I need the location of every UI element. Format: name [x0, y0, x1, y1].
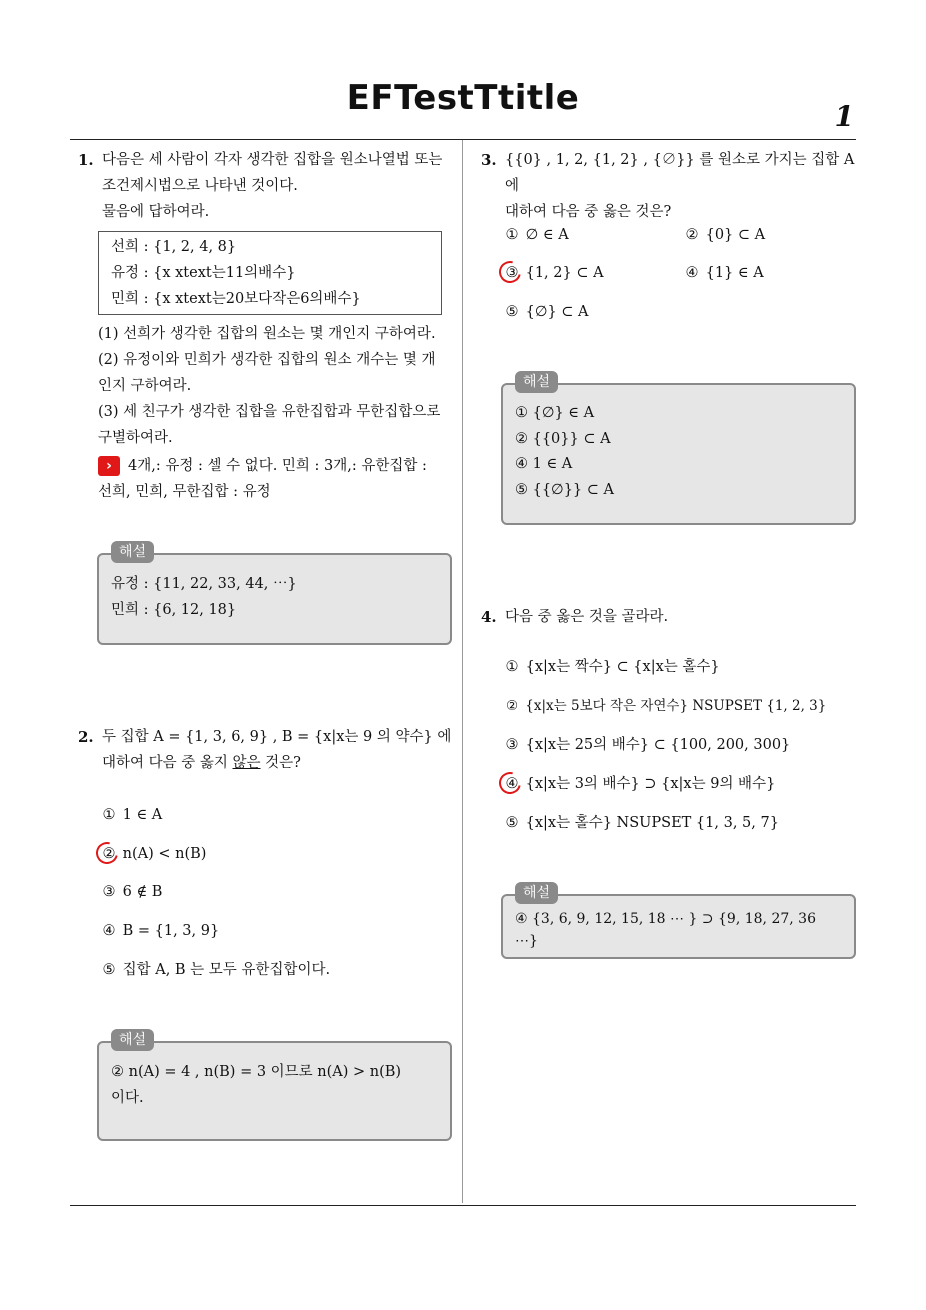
- explanation-line: 민희 : {6, 12, 18}: [111, 602, 237, 618]
- answer-line: [98, 453, 456, 479]
- option-5[interactable]: [503, 299, 589, 325]
- set-definition-box: [98, 231, 442, 315]
- question-number: 4.: [481, 608, 497, 626]
- option-text: {1, 2} ⊂ A: [525, 265, 604, 281]
- question-text-part: 것은?: [260, 755, 301, 771]
- option-text: {∅} ⊂ A: [525, 304, 589, 320]
- option-3[interactable]: [503, 732, 790, 758]
- question-text: 다음 중 옳은 것을 골라라.: [505, 609, 669, 625]
- explanation-tag: 해설: [111, 541, 154, 563]
- option-4[interactable]: [503, 771, 775, 797]
- answer-text: 선희, 민희, 무한집합 : 유정: [98, 484, 271, 500]
- option-3[interactable]: [100, 879, 162, 905]
- option-mark: [100, 841, 118, 867]
- option-mark: ②: [505, 698, 519, 714]
- option-mark: ⑤: [102, 962, 116, 978]
- option-4[interactable]: [100, 918, 219, 944]
- footer-rule: [70, 1205, 856, 1206]
- option-mark: ③: [102, 884, 116, 900]
- option-5[interactable]: [100, 957, 330, 983]
- explanation-line: 이다.: [111, 1090, 144, 1106]
- option-text: {x|x는 5보다 작은 자연수} NSUPSET {1, 2, 3}: [525, 698, 827, 714]
- explanation-tag: 해설: [515, 371, 558, 393]
- option-mark-text: ④: [505, 776, 519, 792]
- option-2[interactable]: [683, 222, 765, 248]
- explanation-line: ④ {3, 6, 9, 12, 15, 18 ⋯ } ⊃ {9, 18, 27, 36 ⋯}: [515, 911, 816, 949]
- question-text: 다음은 세 사람이 각자 생각한 집합을 원소나열법 또는: [102, 152, 443, 168]
- sub-question-3: 구별하여라.: [98, 430, 173, 446]
- question-1: [78, 147, 456, 505]
- answer-arrow-icon: ›: [98, 456, 120, 476]
- question-text: [102, 750, 456, 776]
- question-4: [481, 604, 859, 630]
- option-text: {0} ⊂ A: [705, 227, 766, 243]
- question-text: 대하여 다음 중 옳은 것은?: [505, 204, 672, 220]
- explanation-box-1: [97, 544, 452, 645]
- option-2[interactable]: [503, 693, 826, 719]
- answer-text: 4개,: 유정 : 셀 수 없다. 민희 : 3개,: 유한집합 :: [128, 458, 427, 474]
- question-text: 물음에 답하여라.: [102, 204, 210, 220]
- underlined-word: 않은: [232, 755, 261, 771]
- question-text-part: 대하여 다음 중 옳지: [102, 755, 233, 771]
- explanation-box-2: [97, 1032, 452, 1141]
- option-1[interactable]: [100, 802, 162, 828]
- question-text: {{0} , 1, 2, {1, 2} , {∅}} 를 원소로 가지는 집합 A 에: [505, 152, 855, 194]
- sub-question-2: 인지 구하여라.: [98, 378, 192, 394]
- option-mark: ④: [685, 265, 699, 281]
- option-3[interactable]: [503, 260, 604, 286]
- option-text: {x|x는 3의 배수} ⊃ {x|x는 9의 배수}: [525, 776, 776, 792]
- explanation-line: ② {{0}} ⊂ A: [515, 430, 611, 447]
- question-2: [78, 724, 456, 776]
- option-5[interactable]: [503, 810, 779, 836]
- question-text: 두 집합 A = {1, 3, 6, 9} , B = {x|x는 9 의 약수} 에: [102, 729, 452, 745]
- option-mark: ②: [685, 227, 699, 243]
- option-mark-text: ②: [102, 846, 116, 862]
- option-mark-text: ③: [505, 265, 519, 281]
- set-minhui: 민희 : {x xtext는20보다작은6의배수}: [111, 291, 361, 307]
- option-mark: [503, 260, 521, 286]
- selected-answer-circle-icon: [495, 257, 525, 287]
- sub-question-1: (1) 선희가 생각한 집합의 원소는 몇 개인지 구하여라.: [98, 326, 436, 342]
- option-2[interactable]: [100, 841, 206, 867]
- option-text: 1 ∈ A: [122, 807, 163, 823]
- header-rule: [70, 139, 856, 140]
- option-mark: ⑤: [505, 815, 519, 831]
- explanation-box-4: [501, 885, 856, 959]
- set-yujeong: 유정 : {x xtext는11의배수}: [111, 265, 296, 281]
- option-mark: ⑤: [505, 304, 519, 320]
- option-text: B = {1, 3, 9}: [122, 923, 220, 939]
- page-number: 1: [834, 100, 854, 133]
- option-text: ∅ ∈ A: [525, 227, 569, 243]
- option-1[interactable]: [503, 222, 569, 248]
- option-mark: ①: [102, 807, 116, 823]
- option-4[interactable]: [683, 260, 764, 286]
- column-divider: [462, 140, 463, 1203]
- explanation-tag: 해설: [515, 882, 558, 904]
- set-seonhui: 선희 : {1, 2, 4, 8}: [111, 239, 237, 255]
- page-title: EFTestTtitle: [346, 78, 580, 118]
- question-number: 3.: [481, 151, 497, 169]
- option-mark: ④: [102, 923, 116, 939]
- explanation-line: ⑤ {{∅}} ⊂ A: [515, 481, 614, 498]
- question-text: 조건제시법으로 나타낸 것이다.: [102, 178, 298, 194]
- question-number: 1.: [78, 151, 94, 169]
- option-text: 집합 A, B 는 모두 유한집합이다.: [122, 962, 331, 978]
- option-text: n(A) < n(B): [122, 846, 207, 862]
- option-text: 6 ∉ B: [122, 884, 163, 900]
- option-text: {x|x는 짝수} ⊂ {x|x는 홀수}: [525, 659, 720, 675]
- explanation-tag: 해설: [111, 1029, 154, 1051]
- explanation-line: ② n(A) = 4 , n(B) = 3 이므로 n(A) > n(B): [111, 1064, 402, 1080]
- option-text: {x|x는 홀수} NSUPSET {1, 3, 5, 7}: [525, 815, 779, 831]
- selected-answer-circle-icon: [92, 838, 122, 868]
- sub-question-3: (3) 세 친구가 생각한 집합을 유한집합과 무한집합으로: [98, 404, 441, 420]
- option-1[interactable]: [503, 654, 720, 680]
- explanation-box-3: [501, 374, 856, 525]
- question-3: [481, 147, 859, 225]
- question-number: 2.: [78, 728, 94, 746]
- option-mark: ①: [505, 227, 519, 243]
- option-text: {x|x는 25의 배수} ⊂ {100, 200, 300}: [525, 737, 791, 753]
- sub-question-2: (2) 유정이와 민희가 생각한 집합의 원소 개수는 몇 개: [98, 352, 436, 368]
- explanation-line: ④ 1 ∈ A: [515, 456, 573, 472]
- option-mark: ①: [505, 659, 519, 675]
- selected-answer-circle-icon: [495, 768, 525, 798]
- option-mark: [503, 771, 521, 797]
- option-mark: ③: [505, 737, 519, 753]
- explanation-line: ① {∅} ∈ A: [515, 405, 595, 421]
- option-text: {1} ∈ A: [705, 265, 764, 281]
- explanation-line: 유정 : {11, 22, 33, 44, ⋯}: [111, 576, 297, 592]
